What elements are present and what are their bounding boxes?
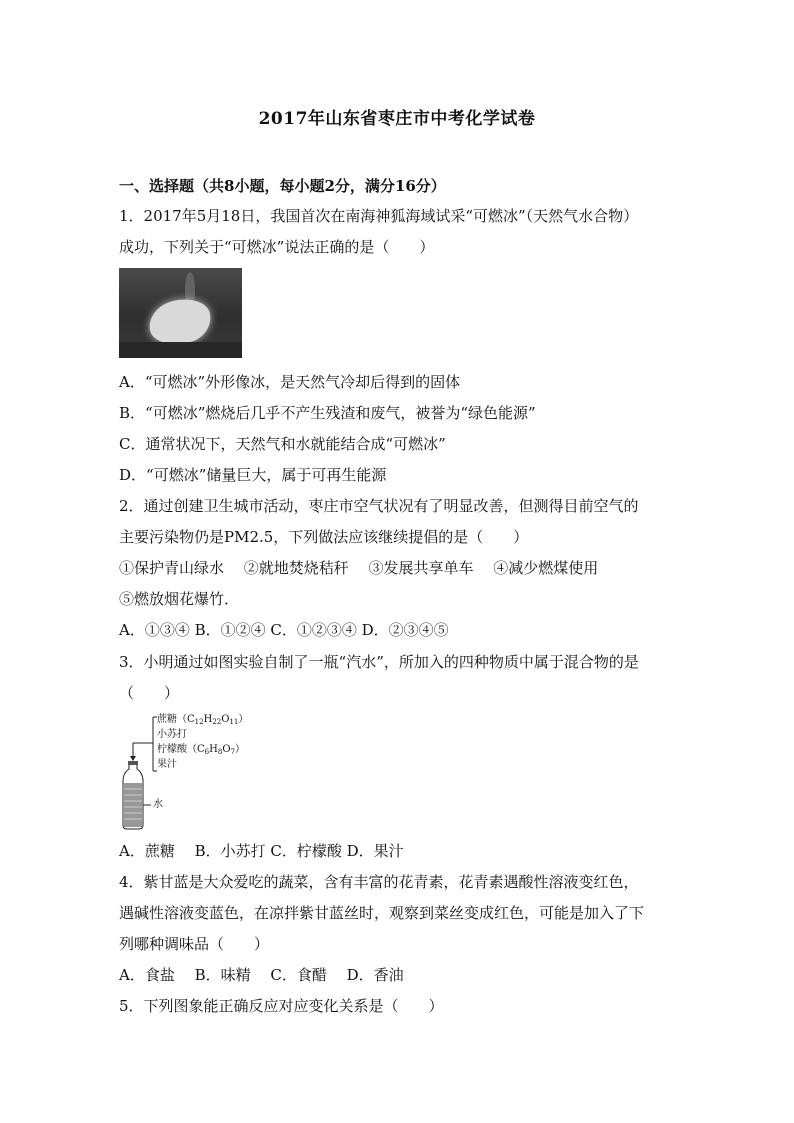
q1-stem-line2: 成功，下列关于“可燃冰”说法正确的是（ ） xyxy=(119,238,435,256)
q2-choices-line: ①保护青山绿水 ②就地焚烧秸秆 ③发展共享单车 ④减少燃煤使用 xyxy=(119,559,599,577)
q3-options: A．蔗糖 B．小苏打 C．柠檬酸 D．果汁 xyxy=(119,842,404,860)
q4-stem-line2: 遇碱性溶液变蓝色，在凉拌紫甘蓝丝时，观察到菜丝变成红色，可能是加入了下 xyxy=(119,904,645,922)
q1-option-b: B．“可燃冰”燃烧后几乎不产生残渣和废气，被誉为“绿色能源” xyxy=(119,404,536,422)
q2-choices-line2: ⑤燃放烟花爆竹． xyxy=(119,590,240,608)
label-juice: 果汁 xyxy=(157,759,177,770)
q2-stem-line1: 2．通过创建卫生城市活动，枣庄市空气状况有了明显改善，但测得目前空气的 xyxy=(119,497,639,515)
q3-stem-line2: （ ） xyxy=(119,684,180,702)
page-title: 2017年山东省枣庄市中考化学试卷 xyxy=(258,109,536,129)
q3-stem-line1: 3．小明通过如图实验自制了一瓶“汽水”，所加入的四种物质中属于混合物的是 xyxy=(119,653,639,671)
label-citric-acid: 柠檬酸$(C_6H_8O_7)$ xyxy=(157,744,245,756)
q1-option-d: D．“可燃冰”储量巨大，属于可再生能源 xyxy=(119,466,387,484)
combustible-ice-photo xyxy=(119,268,242,358)
q2-options: A．①③④ B．①②④ C．①②③④ D．②③④⑤ xyxy=(119,621,449,639)
label-water: 水 xyxy=(153,799,163,810)
q4-options: A．食盐 B．味精 C．食醋 D．香油 xyxy=(119,966,404,984)
q1-option-c: C．通常状况下，天然气和水就能结合成“可燃冰” xyxy=(119,435,446,453)
q2-stem-line2: 主要污染物仍是PM2.5，下列做法应该继续提倡的是（ ） xyxy=(119,528,529,546)
label-baking-soda: 小苏打 xyxy=(157,729,187,740)
q1-option-a: A．“可燃冰”外形像冰，是天然气冷却后得到的固体 xyxy=(119,373,461,391)
soda-bottle-diagram xyxy=(119,713,249,831)
q5-stem-line1: 5．下列图象能正确反应对应变化关系是（ ） xyxy=(119,997,444,1015)
section-heading: 一、选择题（共8小题，每小题2分，满分16分） xyxy=(119,177,446,195)
q4-stem-line1: 4．紫甘蓝是大众爱吃的蔬菜，含有丰富的花青素，花青素遇酸性溶液变红色， xyxy=(119,873,639,891)
q4-stem-line3: 列哪种调味品（ ） xyxy=(119,935,270,953)
q1-stem-line1: 1．2017年5月18日，我国首次在南海神狐海域试采“可燃冰”（天然气水合物） xyxy=(119,207,639,225)
label-sucrose: 蔗糖$(C_{12}H_{22}O_{11})$ xyxy=(157,714,249,726)
